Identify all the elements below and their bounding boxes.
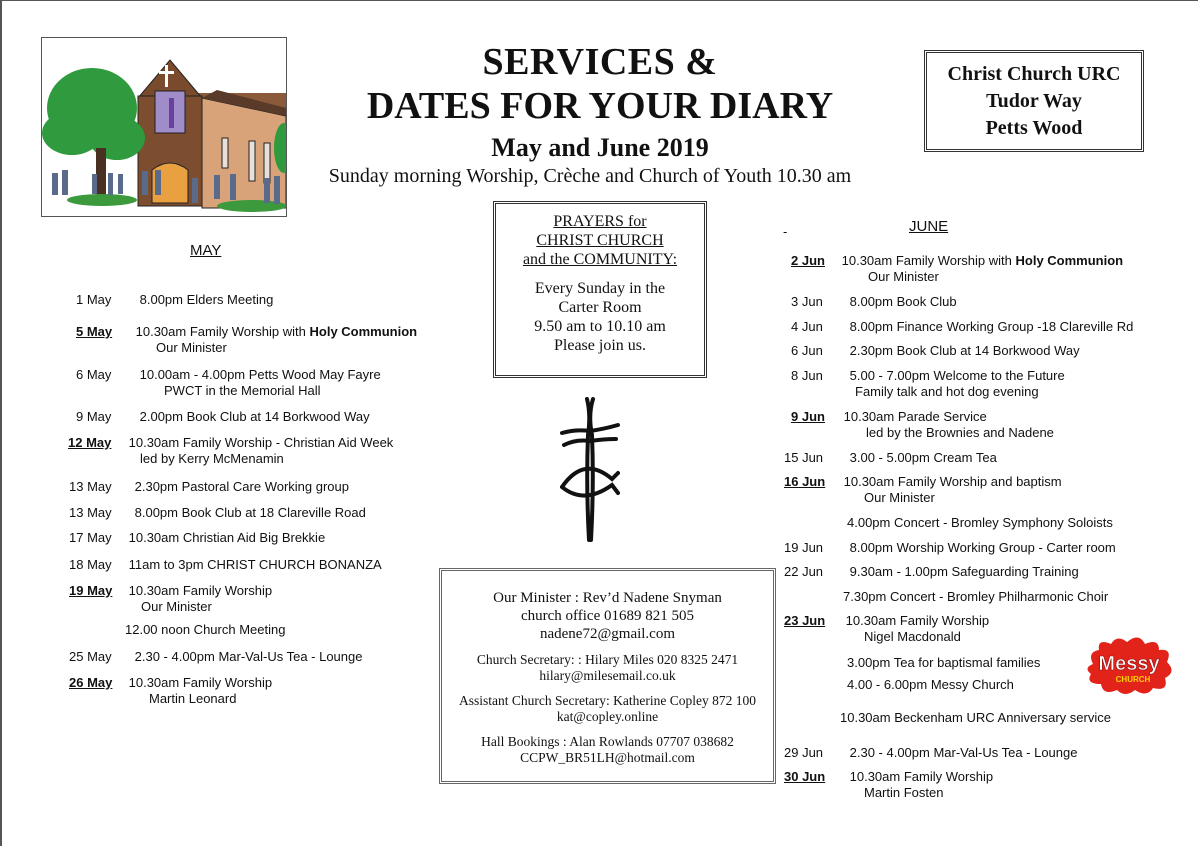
prayers-heading: CHRIST CHURCH: [536, 232, 664, 249]
prayers-heading: and the COMMUNITY:: [522, 251, 678, 268]
event-date: 13 May: [69, 479, 112, 494]
event-text: 10.30am Beckenham URC Anniversary service: [840, 710, 1111, 725]
list-item: [69, 583, 272, 615]
prayers-text: Carter Room: [558, 299, 642, 316]
event-text: 2.30pm Book Club at 14 Borkwood Way: [849, 343, 1080, 358]
cross-and-fish-emblem: [560, 395, 620, 545]
event-text: 5.00 - 7.00pm Welcome to the Future: [849, 368, 1065, 383]
list-item: [840, 710, 1111, 726]
prayers-text: Every Sunday in the: [534, 280, 666, 297]
list-item: [791, 253, 1123, 285]
list-item: [784, 613, 989, 645]
event-text: 3.00pm Tea for baptismal families: [847, 655, 1041, 670]
event-date-sunday: 5 May: [76, 324, 113, 339]
assistant-secretary-email[interactable]: kat@copley.online: [556, 709, 659, 724]
church-illustration: [41, 37, 287, 217]
minister-email[interactable]: nadene72@gmail.com: [539, 626, 676, 642]
list-item: [76, 367, 381, 399]
event-leader: Our Minister: [868, 269, 939, 284]
event-date-sunday: 26 May: [69, 675, 113, 690]
event-text-bold: Holy Communion: [1015, 253, 1124, 268]
event-date-sunday: 16 Jun: [784, 474, 826, 489]
event-text: 8.00pm Book Club at 18 Clareville Road: [134, 505, 366, 520]
event-text: 10.30am Christian Aid Big Brekkie: [128, 530, 326, 545]
event-text: 10.30am Family Worship and baptism: [843, 474, 1062, 489]
page-title-line-1: SERVICES &: [482, 41, 718, 83]
event-leader: Martin Fosten: [864, 785, 944, 800]
event-text: 3.00 - 5.00pm Cream Tea: [849, 450, 997, 465]
event-text: 10.00am - 4.00pm Petts Wood May Fayre: [139, 367, 381, 382]
list-item: [843, 589, 1108, 605]
cross-fish-icon: [560, 395, 620, 545]
event-date: 29 Jun: [784, 745, 824, 760]
event-text: 4.00 - 6.00pm Messy Church: [847, 677, 1014, 692]
list-item: [791, 319, 1133, 335]
event-text: 12.00 noon Church Meeting: [125, 622, 286, 637]
list-item: [791, 343, 1080, 359]
event-text: 10.30am Family Worship: [849, 769, 994, 784]
list-item: [784, 540, 1116, 556]
event-date: 8 Jun: [791, 368, 823, 383]
prayers-box: [493, 201, 707, 378]
event-leader: Nigel Macdonald: [864, 629, 961, 644]
list-item: [76, 292, 273, 308]
event-text: 10.30am Family Worship: [845, 613, 990, 628]
list-item: [76, 409, 370, 425]
list-item: [784, 474, 1062, 506]
hall-bookings-contact: Hall Bookings : Alan Rowlands 07707 038682: [481, 734, 734, 749]
prayers-text: Please join us.: [554, 337, 646, 354]
event-date: 15 Jun: [784, 450, 824, 465]
event-date: 18 May: [69, 557, 112, 572]
list-item: [69, 649, 362, 665]
event-leader: led by Kerry McMenamin: [140, 451, 284, 466]
stray-dash: -: [783, 224, 788, 239]
list-item: [847, 515, 1113, 531]
church-office-phone: church office 01689 821 505: [520, 608, 694, 624]
event-date-sunday: 12 May: [68, 435, 112, 450]
event-text: 8.00pm Book Club: [849, 294, 957, 309]
hall-bookings-email[interactable]: CCPW_BR51LH@hotmail.com: [520, 750, 695, 765]
church-building-icon: [42, 38, 286, 216]
church-name: Christ Church URC: [947, 63, 1121, 85]
list-item: [791, 409, 1054, 441]
event-date: 3 Jun: [791, 294, 823, 309]
list-item: [784, 745, 1077, 761]
event-date-sunday: 9 Jun: [791, 409, 825, 424]
church-street: Tudor Way: [986, 90, 1082, 112]
minister-name: Our Minister : Rev’d Nadene Snyman: [493, 590, 722, 606]
list-item: [125, 622, 285, 638]
event-text: 10.30am Family Worship: [128, 583, 273, 598]
may-heading: MAY: [190, 242, 222, 259]
church-town: Petts Wood: [985, 117, 1083, 139]
event-date: 22 Jun: [784, 564, 824, 579]
list-item: [68, 435, 393, 467]
list-item: [69, 557, 382, 573]
event-text: 2.00pm Book Club at 14 Borkwood Way: [139, 409, 370, 424]
event-text: 8.00pm Worship Working Group - Carter room: [849, 540, 1116, 555]
list-item: [784, 450, 997, 466]
list-item: [847, 677, 1014, 693]
event-leader: Martin Leonard: [149, 691, 237, 706]
list-item: [76, 324, 417, 356]
event-date-sunday: 2 Jun: [791, 253, 825, 268]
event-text-bold: Holy Communion: [309, 324, 418, 339]
prayers-text: 9.50 am to 10.10 am: [534, 318, 666, 335]
event-date: 6 Jun: [791, 343, 823, 358]
event-text: 10.30am Family Worship - Christian Aid Week: [128, 435, 394, 450]
event-text: 10.30am Family Worship: [128, 675, 273, 690]
event-text: 10.30am Family Worship with: [135, 324, 310, 339]
list-item: [69, 675, 272, 707]
svg-text:Messy: Messy: [1098, 653, 1160, 675]
list-item: [69, 530, 325, 546]
prayers-heading: PRAYERS for: [553, 213, 647, 230]
event-date: 1 May: [76, 292, 112, 307]
event-date: 13 May: [69, 505, 112, 520]
list-item: [847, 655, 1040, 671]
page-subtitle: May and June 2019: [491, 133, 709, 162]
list-item: [784, 564, 1079, 580]
event-date-sunday: 30 Jun: [784, 769, 826, 784]
church-name-box: [924, 50, 1144, 152]
event-leader: Our Minister: [141, 599, 212, 614]
list-item: [69, 479, 349, 495]
event-text: 2.30 - 4.00pm Mar-Val-Us Tea - Lounge: [134, 649, 363, 664]
event-leader: Our Minister: [156, 340, 227, 355]
event-text: 2.30 - 4.00pm Mar-Val-Us Tea - Lounge: [849, 745, 1078, 760]
event-detail: PWCT in the Memorial Hall: [164, 383, 321, 398]
event-text: 10.30am Parade Service: [843, 409, 987, 424]
june-heading: JUNE: [909, 218, 949, 235]
event-text: 9.30am - 1.00pm Safeguarding Training: [849, 564, 1079, 579]
event-date: 4 Jun: [791, 319, 823, 334]
event-leader: led by the Brownies and Nadene: [866, 425, 1054, 440]
event-text: 11am to 3pm CHRIST CHURCH BONANZA: [128, 557, 382, 572]
event-date: 17 May: [69, 530, 112, 545]
secretary-contact: Church Secretary: : Hilary Miles 020 8325 2471: [476, 652, 739, 667]
sunday-worship-line: Sunday morning Worship, Crèche and Church of Youth 10.30 am: [328, 165, 852, 187]
contacts-box: [439, 568, 776, 784]
event-date: 6 May: [76, 367, 112, 382]
list-item: [784, 769, 993, 801]
svg-text:CHURCH: CHURCH: [1115, 675, 1151, 684]
list-item: [791, 368, 1065, 400]
event-leader: Our Minister: [864, 490, 935, 505]
event-detail: Family talk and hot dog evening: [855, 384, 1039, 399]
messy-church-splat-icon: [1083, 634, 1175, 698]
event-text: 10.30am Family Worship with: [841, 253, 1016, 268]
event-date: 9 May: [76, 409, 112, 424]
event-date-sunday: 23 Jun: [784, 613, 826, 628]
event-text: 4.00pm Concert - Bromley Symphony Soloists: [847, 515, 1113, 530]
secretary-email[interactable]: hilary@milesemail.co.uk: [539, 668, 676, 683]
event-text: 8.00pm Finance Working Group -18 Clareville Rd: [849, 319, 1134, 334]
messy-church-logo: [1083, 634, 1175, 698]
event-text: 8.00pm Elders Meeting: [139, 292, 274, 307]
list-item: [69, 505, 366, 521]
event-date: 19 Jun: [784, 540, 824, 555]
event-date-sunday: 19 May: [69, 583, 113, 598]
event-date: 25 May: [69, 649, 112, 664]
list-item: [791, 294, 957, 310]
page-title-line-2: DATES FOR YOUR DIARY: [366, 85, 834, 127]
event-text: 2.30pm Pastoral Care Working group: [134, 479, 349, 494]
assistant-secretary-contact: Assistant Church Secretary: Katherine Copley 872 100: [459, 693, 756, 708]
event-text: 7.30pm Concert - Bromley Philharmonic Choir: [843, 589, 1109, 604]
